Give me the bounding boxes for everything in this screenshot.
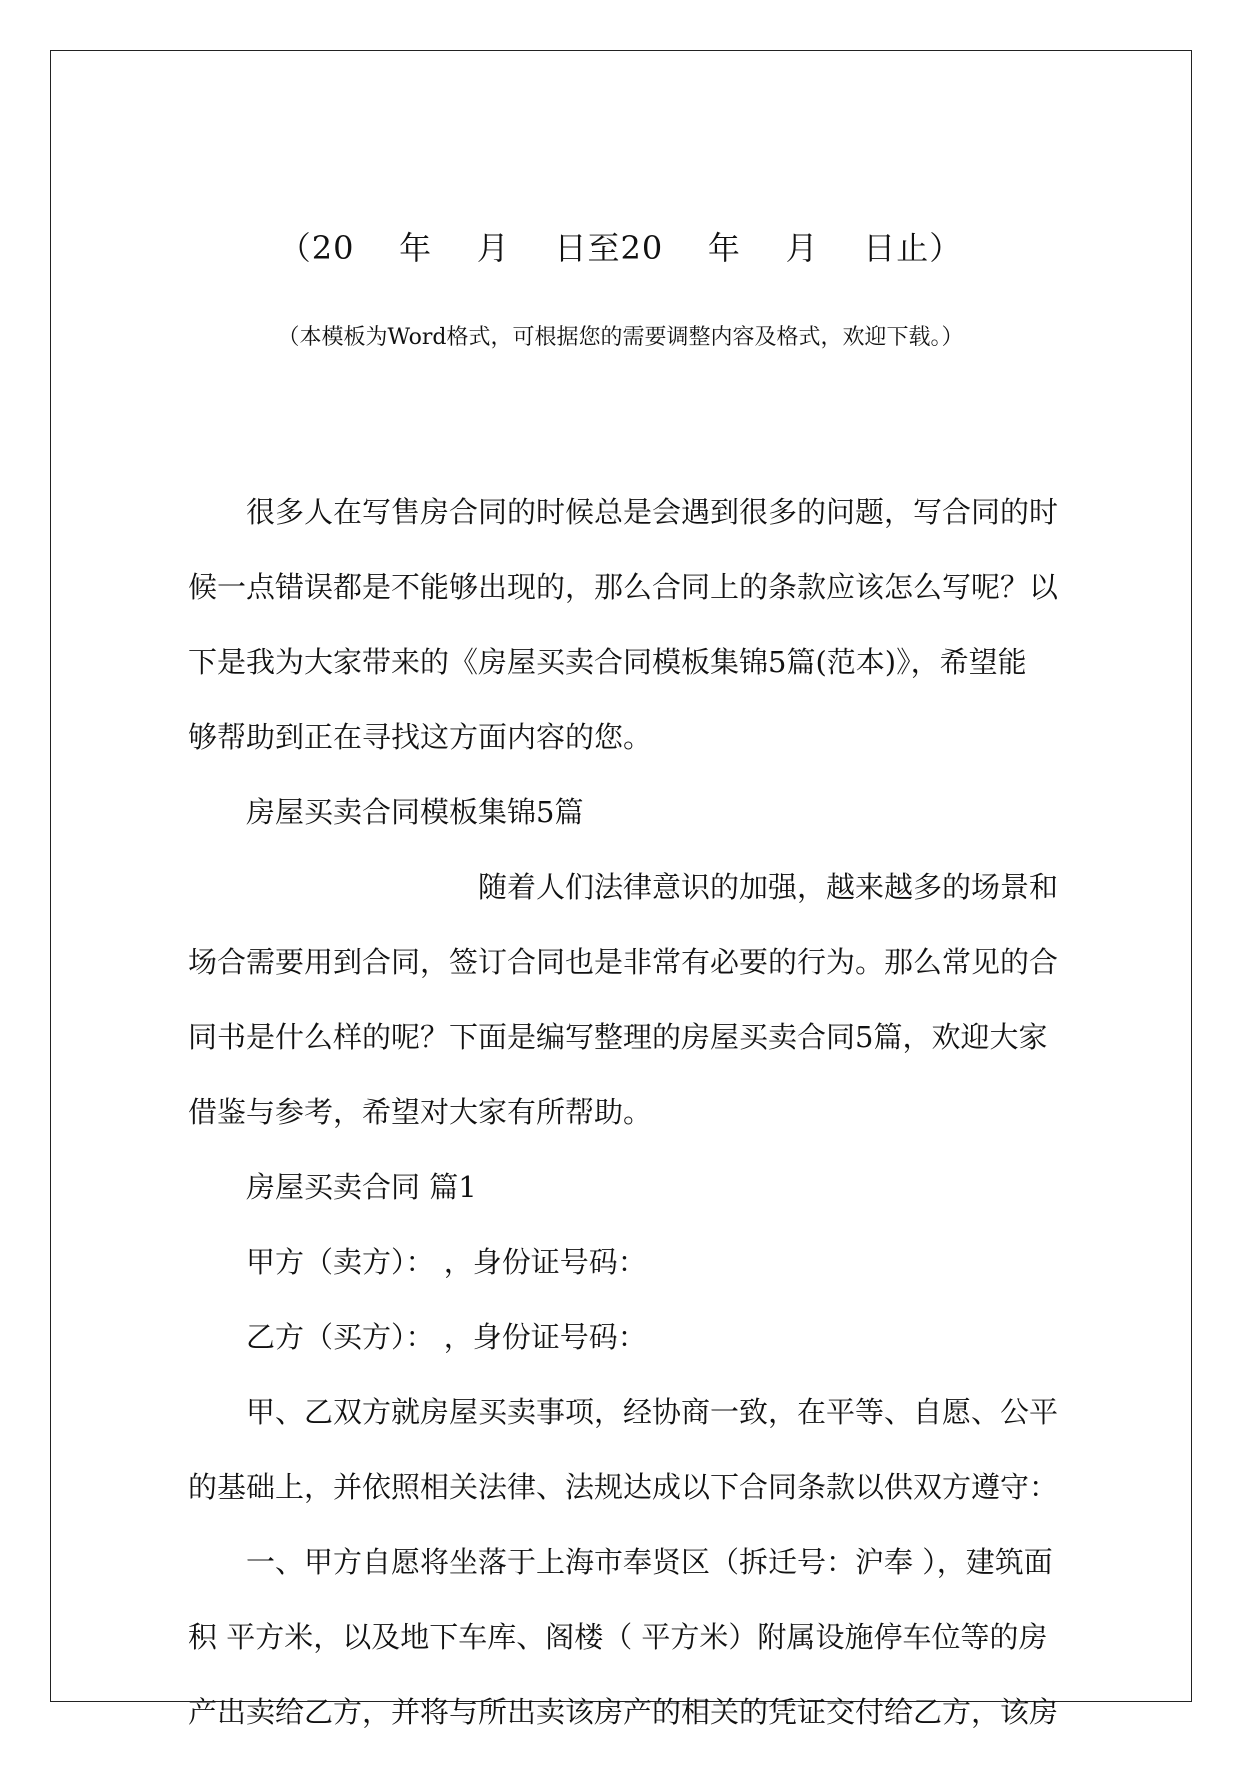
- paragraph-line: 很多人在写售房合同的时候总是会遇到很多的问题，写合同的时: [246, 495, 1058, 529]
- paragraph-line: 的基础上，并依照相关法律、法规达成以下合同条款以供双方遵守：: [188, 1470, 1058, 1504]
- paragraph-line: 甲、乙双方就房屋买卖事项，经协商一致，在平等、自愿、公平: [246, 1395, 1058, 1429]
- date-range-heading: （20 年 月 日至20 年 月 日止）: [278, 229, 963, 267]
- paragraph-line: 够帮助到正在寻找这方面内容的您。: [188, 720, 653, 754]
- paragraph-line: 候一点错误都是不能够出现的，那么合同上的条款应该怎么写呢？以: [188, 570, 1058, 604]
- party-b-line: 乙方（买方）： ，身份证号码：: [246, 1320, 647, 1354]
- paragraph-line: 借鉴与参考，希望对大家有所帮助。: [188, 1095, 653, 1129]
- clause-line: 一、甲方自愿将坐落于上海市奉贤区（拆迁号：沪奉 ），建筑面: [246, 1545, 1053, 1579]
- party-a-line: 甲方（卖方）： ，身份证号码：: [246, 1245, 647, 1279]
- paragraph-line: 随着人们法律意识的加强，越来越多的场景和: [478, 870, 1058, 904]
- template-note: （本模板为Word格式，可根据您的需要调整内容及格式，欢迎下载。）: [277, 325, 964, 350]
- contract-heading: 房屋买卖合同 篇1: [246, 1170, 477, 1204]
- section-title: 房屋买卖合同模板集锦5篇: [246, 795, 584, 829]
- document-body: [188, 491, 1058, 1766]
- paragraph-line: 场合需要用到合同，签订合同也是非常有必要的行为。那么常见的合: [188, 945, 1058, 979]
- clause-line: 产出卖给乙方，并将与所出卖该房产的相关的凭证交付给乙方，该房: [188, 1695, 1058, 1729]
- paragraph-line: 同书是什么样的呢？下面是编写整理的房屋买卖合同5篇，欢迎大家: [188, 1020, 1048, 1054]
- paragraph-line: 下是我为大家带来的《房屋买卖合同模板集锦5篇(范本)》，希望能: [188, 645, 1027, 679]
- clause-line: 积 平方米，以及地下车库、阁楼（ 平方米）附属设施停车位等的房: [188, 1620, 1048, 1654]
